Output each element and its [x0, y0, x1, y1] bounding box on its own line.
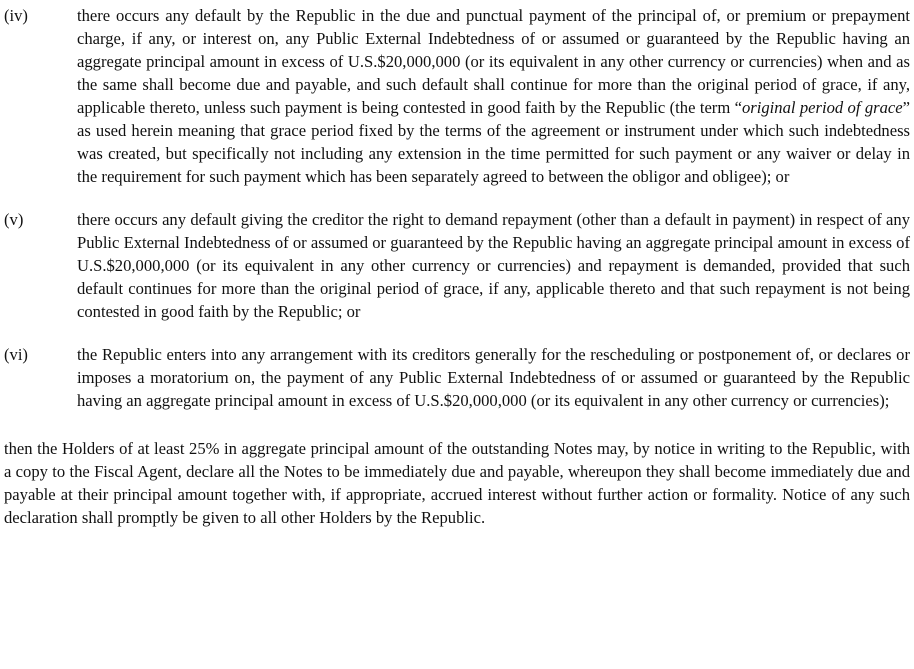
- clause-iv: [4, 4, 910, 188]
- clause-text: the Republic enters into any arrangement with its creditors generally for the rescheduling or postponement of, or declares or imposes a moratorium on, the payment of any Public External Indebtedness of or assumed or guaranteed by the Republic having an aggregate principal amount in excess of U.S.$20,000,000 (or its equivalent in any other currency or currencies);: [77, 345, 910, 410]
- clause-number: (v): [4, 210, 24, 229]
- clause-text-part: there occurs any default by the Republic in the due and punctual payment of the principal of, or premium or prepayment charge, if any, or interest on, any Public External Indebtedness of or assumed or guaranteed by the Republic having an aggregate principal amount in excess of U.S.$20,000,000 (or its equivalent in any other currency or currencies) when and as the same shall become due and payable, and such default shall continue for more than the original period of grace, if any, applicable thereto, unless such payment is being contested in good faith by the Republic (the term “: [77, 6, 910, 117]
- clause-text: [77, 4, 910, 188]
- clause-v: [4, 208, 910, 323]
- clause-vi: [4, 343, 910, 412]
- conclusion-paragraph: then the Holders of at least 25% in aggregate principal amount of the outstanding Notes may, by notice in writing to the Republic, with a copy to the Fiscal Agent, declare all the Notes to be immediately due and payable, whereupon they shall become immediately due and payable at their principal amount together with, if appropriate, accrued interest without further action or formality. Notice of any such declaration shall promptly be given to all other Holders by the Republic.: [4, 439, 910, 527]
- clause-text-part: ” as used herein meaning that grace period fixed by the terms of the agreement or instrument under which such indebtedness was created, but specifically not including any extension in the time permitted for such payment or any waiver or delay in the requirement for such payment which has been separately agreed to between the obligor and obligee); or: [77, 98, 911, 186]
- clause-text: there occurs any default giving the creditor the right to demand repayment (other than a default in payment) in respect of any Public External Indebtedness of or assumed or guaranteed by the Republic having an aggregate principal amount in excess of U.S.$20,000,000 (or its equivalent in any other currency or currencies) and repayment is demanded, provided that such default continues for more than the original period of grace, if any, applicable thereto and that such repayment is not being contested in good faith by the Republic; or: [77, 210, 910, 321]
- clause-number: (iv): [4, 6, 28, 25]
- defined-term: original period of grace: [742, 98, 903, 117]
- clause-number: (vi): [4, 345, 28, 364]
